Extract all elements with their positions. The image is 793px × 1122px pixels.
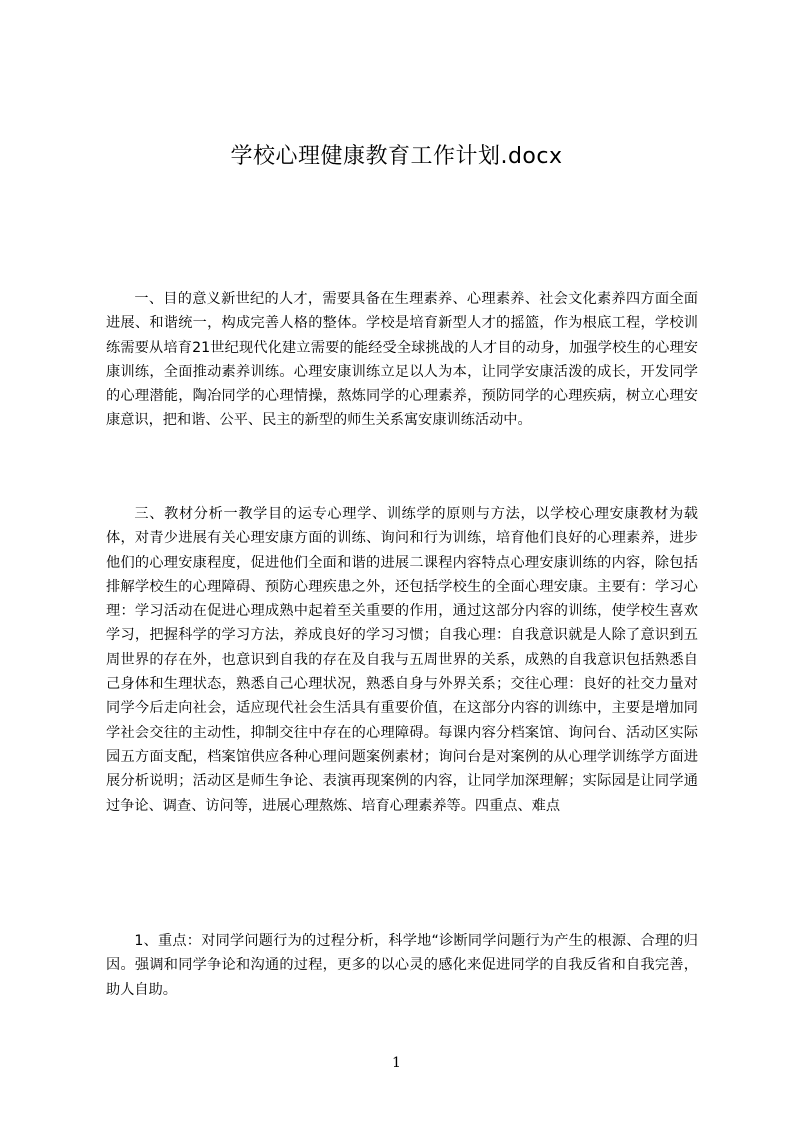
page-number: 1	[392, 1055, 401, 1071]
paragraph-materials-analysis: 三、教材分析一教学目的运专心理学、训练学的原则与方法，以学校心理安康教材为载体，对青少进展有关心理安康方面的训练、询问和行为训练，培育他们良好的心理素养，进步他们的心理安康程度，促进他们全面和谐的进展二课程内容特点心理安康训练的内容，除包括排解学校生的心理障碍、预防心理疾患之外，还包括学校生的全面心理安康。主要有：学习心理：学习活动在促进心理成熟中起着至关重要的作用，通过这部分内容的训练，使学校生喜欢学习，把握科学的学习方法，养成良好的学习习惯；自我心理：自我意识就是人除了意识到五周世界的存在外，也意识到自我的存在及自我与五周世界的关系，成熟的自我意识包括熟悉自己身体和生理状态，熟悉自己心理状况，熟悉自身与外界关系；交往心理：良好的社交力量对同学今后走向社会，适应现代社会生活具有重要价值，在这部分内容的训练中，主要是增加同学社会交往的主动性，抑制交往中存在的心理障碍。每课内容分档案馆、询问台、活动区实际园五方面支配，档案馆供应各种心理问题案例素材；询问台是对案例的从心理学训练学方面进展分析说明；活动区是师生争论、表演再现案例的内容，让同学加深理解；实际园是让同学通过争论、调查、访问等，进展心理熬炼、培育心理素养等。四重点、难点	[106, 506, 698, 814]
paragraph-key-points: 1、重点：对同学问题行为的过程分析，科学地“诊断同学问题行为产生的根源、合理的归因。强调和同学争论和沟通的过程，更多的以心灵的感化来促进同学的自我反省和自我完善，助人自助。	[106, 933, 698, 998]
document-title: 学校心理健康教育工作计划.docx	[230, 144, 563, 169]
paragraph-purpose: 一、目的意义新世纪的人才，需要具备在生理素养、心理素养、社会文化素养四方面全面进展、和谐统一，构成完善人格的整体。学校是培育新型人才的摇篮，作为根底工程，学校训练需要从培育21世纪现代化建立需要的能经受全球挑战的人才目的动身，加强学校生的心理安康训练，全面推动素养训练。心理安康训练立足以人为本，让同学安康活泼的成长，开发同学的心理潜能，陶冶同学的心理情操，熬炼同学的心理素养，预防同学的心理疾病，树立心理安康意识，把和谐、公平、民主的新型的师生关系寓安康训练活动中。	[106, 291, 698, 429]
